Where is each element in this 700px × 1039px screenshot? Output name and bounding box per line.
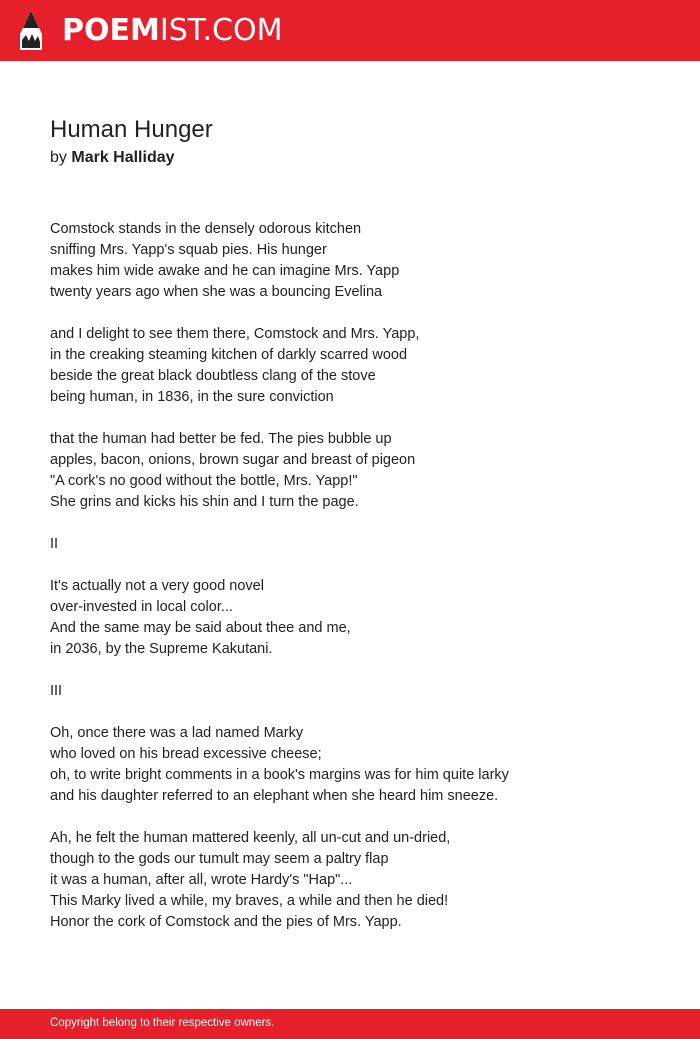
copyright-text: Copyright belong to their respective owners. [50, 1017, 275, 1029]
site-header [0, 0, 700, 61]
poem-line: It's actually not a very good novel [50, 578, 264, 594]
stanza-break [50, 513, 670, 534]
poem-line: makes him wide awake and he can imagine Mrs. Yapp [50, 263, 400, 279]
poem-line: twenty years ago when she was a bouncing Evelina [50, 284, 383, 300]
by-label: by [50, 149, 67, 166]
logo-wordmark [62, 10, 282, 52]
poem-line: in 2036, by the Supreme Kakutani. [50, 641, 273, 657]
poem-line: who loved on his bread excessive cheese; [50, 746, 322, 762]
poem-line: Comstock stands in the densely odorous kitchen [50, 221, 362, 237]
poem-line: Ah, he felt the human mattered keenly, all un-cut and un-dried, [50, 830, 451, 846]
poem-line: apples, bacon, onions, brown sugar and breast of pigeon [50, 452, 416, 468]
stanza-break [50, 303, 670, 324]
poem-line: This Marky lived a while, my braves, a while and then he died! [50, 893, 449, 909]
poem-line: And the same may be said about thee and me, [50, 620, 351, 636]
poem-line: over-invested in local color... [50, 599, 233, 615]
stanza-break [50, 807, 670, 828]
poem-line: though to the gods our tumult may seem a paltry flap [50, 851, 389, 867]
poem-line: and I delight to see them there, Comstock and Mrs. Yapp, [50, 326, 420, 342]
site-footer [0, 1009, 700, 1039]
stanza-break [50, 555, 670, 576]
poem-byline [50, 149, 175, 167]
poem-line: in the creaking steaming kitchen of darkly scarred wood [50, 347, 408, 363]
poem-body [50, 219, 670, 933]
poem-line: beside the great black doubtless clang of the stove [50, 368, 376, 384]
logo-light-text: IST.COM [159, 13, 283, 48]
poem-line: it was a human, after all, wrote Hardy's "Hap"... [50, 872, 353, 888]
stanza-break [50, 660, 670, 681]
poem-line: II [50, 536, 59, 552]
poem-line: sniffing Mrs. Yapp's squab pies. His hunger [50, 242, 327, 258]
logo-bold-text: POEM [62, 13, 160, 48]
poem-line: "A cork's no good without the bottle, Mrs. Yapp!" [50, 473, 358, 489]
poem-line: oh, to write bright comments in a book's margins was for him quite larky [50, 767, 509, 783]
poem-line: and his daughter referred to an elephant when she heard him sneeze. [50, 788, 499, 804]
poem-line: Honor the cork of Comstock and the pies of Mrs. Yapp. [50, 914, 402, 930]
poem-line: She grins and kicks his shin and I turn the page. [50, 494, 359, 510]
stanza-break [50, 408, 670, 429]
stanza-break [50, 702, 670, 723]
poem-line: III [50, 683, 63, 699]
poem-author[interactable]: Mark Halliday [71, 149, 175, 166]
poem-line: being human, in 1836, in the sure conviction [50, 389, 334, 405]
pencil-tip-icon [18, 10, 44, 52]
poem-title: Human Hunger [50, 116, 213, 143]
site-logo[interactable] [18, 10, 282, 52]
poem-line: Oh, once there was a lad named Marky [50, 725, 304, 741]
poem-line: that the human had better be fed. The pies bubble up [50, 431, 392, 447]
